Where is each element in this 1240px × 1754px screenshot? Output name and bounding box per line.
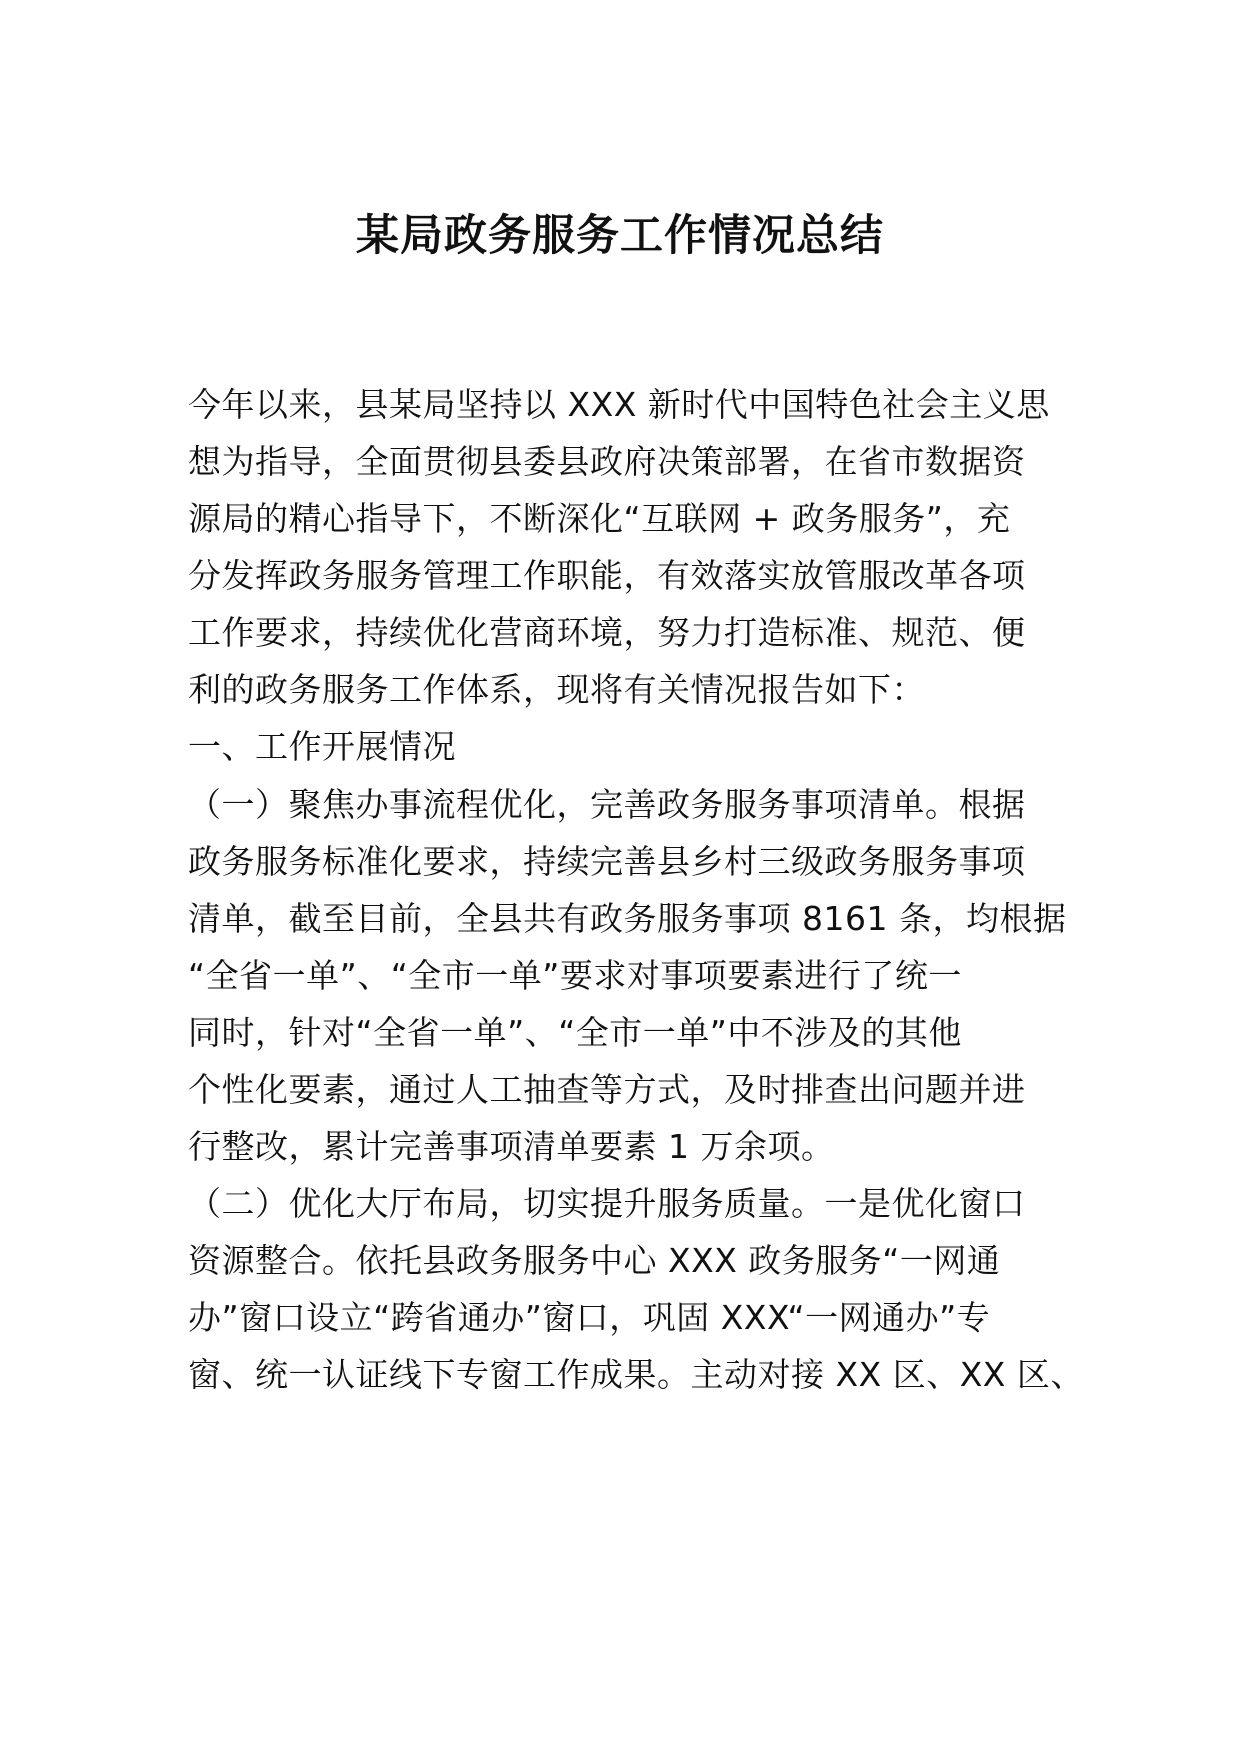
paragraph-line: 个性化要素，通过人工抽查等方式，及时排查出问题并进 bbox=[188, 1070, 1026, 1109]
paragraph-line: （二）优化大厅布局，切实提升服务质量。一是优化窗口 bbox=[188, 1184, 1026, 1223]
paragraph-line: 利的政务服务工作体系，现将有关情况报告如下： bbox=[188, 670, 925, 709]
paragraph-line: 分发挥政务服务管理工作职能，有效落实放管服改革各项 bbox=[188, 556, 1026, 595]
section-heading: 一、工作开展情况 bbox=[188, 727, 456, 766]
document-title: 某局政务服务工作情况总结 bbox=[356, 211, 884, 261]
paragraph-line: 同时，针对“全省一单”、“全市一单”中不涉及的其他 bbox=[188, 1013, 962, 1052]
paragraph-line: 窗、统一认证线下专窗工作成果。主动对接 XX 区、XX 区、 bbox=[188, 1355, 1084, 1394]
paragraph-line: 资源整合。依托县政务服务中心 XXX 政务服务“一网通 bbox=[188, 1241, 1001, 1280]
paragraph-line: 源局的精心指导下，不断深化“互联网 + 政务服务”，充 bbox=[188, 499, 1011, 538]
paragraph-line: “全省一单”、“全市一单”要求对事项要素进行了统一 bbox=[188, 956, 962, 995]
paragraph-line: （一）聚焦办事流程优化，完善政务服务事项清单。根据 bbox=[188, 785, 1026, 824]
paragraph-line: 清单，截至目前，全县共有政务服务事项 8161 条，均根据 bbox=[188, 899, 1067, 938]
paragraph-line: 工作要求，持续优化营商环境，努力打造标准、规范、便 bbox=[188, 613, 1026, 652]
paragraph-line: 今年以来，县某局坚持以 XXX 新时代中国特色社会主义思 bbox=[188, 385, 1050, 424]
paragraph-line: 政务服务标准化要求，持续完善县乡村三级政务服务事项 bbox=[188, 842, 1026, 881]
paragraph-line: 行整改，累计完善事项清单要素 1 万余项。 bbox=[188, 1127, 835, 1166]
paragraph-line: 想为指导，全面贯彻县委县政府决策部署，在省市数据资 bbox=[188, 442, 1026, 481]
paragraph-line: 办”窗口设立“跨省通办”窗口，巩固 XXX“一网通办”专 bbox=[188, 1298, 991, 1337]
